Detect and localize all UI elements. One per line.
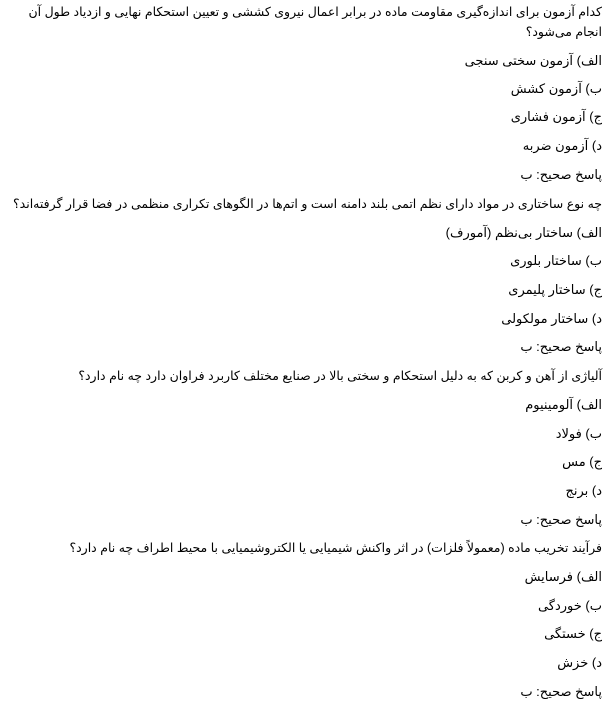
question-2-text: چه نوع ساختاری در مواد دارای نظم اتمی بلند دامنه است و اتم‌ها در الگوهای تکراری منظمی در فضا قرار گرفته‌اند؟ bbox=[13, 197, 602, 211]
question-4-option-a: الف) فرسایش bbox=[524, 569, 602, 584]
question-3-answer: پاسخ صحیح: ب bbox=[520, 512, 602, 527]
question-2-option-c: ج) ساختار پلیمری bbox=[508, 282, 602, 297]
question-2-option-b: ب) ساختار بلوری bbox=[510, 253, 602, 268]
question-3-text: آلیاژی از آهن و کربن که به دلیل استحکام و سختی بالا در صنایع مختلف کاربرد فراوان دارد چه نام دارد؟ bbox=[78, 369, 602, 383]
question-3-option-c: ج) مس bbox=[562, 454, 602, 469]
question-3-option-b: ب) فولاد bbox=[555, 426, 602, 441]
question-2-answer: پاسخ صحیح: ب bbox=[520, 339, 602, 354]
question-1-text: کدام آزمون برای اندازه‌گیری مقاومت ماده در برابر اعمال نیروی کششی و تعیین استحکام نهایی و ازدیاد طول آن انجام می‌شود؟ bbox=[28, 5, 602, 39]
question-4-text: فرآیند تخریب ماده (معمولاً فلزات) در اثر واکنش شیمیایی یا الکتروشیمیایی با محیط اطراف چه نام دارد؟ bbox=[69, 541, 602, 555]
question-4-option-c: ج) خستگی bbox=[544, 626, 602, 641]
question-4-answer: پاسخ صحیح: ب bbox=[520, 684, 602, 699]
question-3-option-d: د) برنج bbox=[565, 483, 602, 498]
question-1-option-c: ج) آزمون فشاری bbox=[510, 109, 602, 124]
question-4-option-b: ب) خوردگی bbox=[537, 598, 602, 613]
question-4-option-d: د) خزش bbox=[557, 655, 602, 670]
question-3-option-a: الف) آلومینیوم bbox=[525, 397, 602, 412]
question-2-option-a: الف) ساختار بی‌نظم (آمورف) bbox=[445, 225, 602, 240]
question-2-option-d: د) ساختار مولکولی bbox=[501, 311, 602, 326]
question-1-option-d: د) آزمون ضربه bbox=[522, 138, 602, 153]
question-1-option-b: ب) آزمون کشش bbox=[510, 81, 602, 96]
question-1-answer: پاسخ صحیح: ب bbox=[520, 167, 602, 182]
question-1-option-a: الف) آزمون سختی سنجی bbox=[464, 53, 602, 68]
